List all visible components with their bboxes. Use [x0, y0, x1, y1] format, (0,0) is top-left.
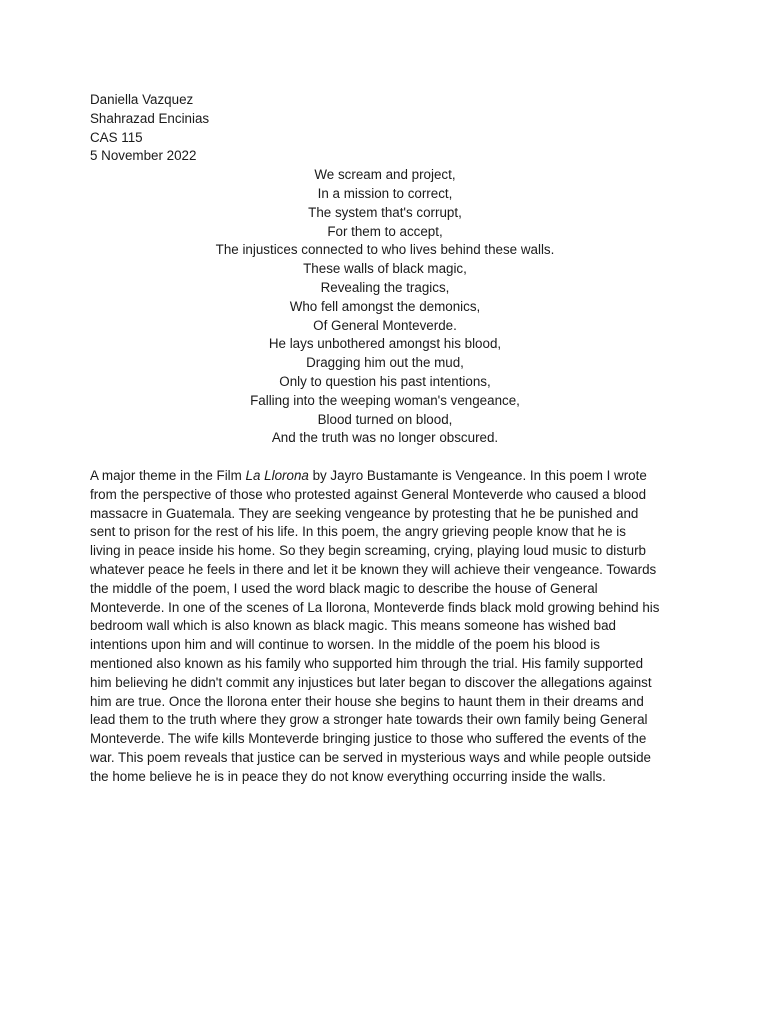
film-title: La Llorona [245, 467, 309, 483]
poem-line: Of General Monteverde. [313, 317, 457, 333]
poem-line: Dragging him out the mud, [306, 355, 464, 371]
essay-line [90, 467, 680, 486]
essay-line: him are true. Once the llorona enter their house she begins to haunt them in their dreams and [90, 693, 644, 709]
poem-line: We scream and project, [314, 167, 456, 183]
essay-line: intentions upon him and will continue to worsen. In the middle of the poem his blood is [90, 637, 600, 653]
essay-line: sent to prison for the rest of his life. In this poem, the angry grieving people know that he is [90, 524, 626, 540]
poem-line: Blood turned on blood, [317, 411, 453, 427]
essay-line: Monteverde. In one of the scenes of La llorona, Monteverde finds black mold growing behind his [90, 599, 660, 615]
poem-line: These walls of black magic, [303, 261, 467, 277]
document-date: 5 November 2022 [90, 148, 197, 164]
document-header [90, 91, 680, 166]
course-name: CAS 115 [90, 129, 143, 145]
poem-line: And the truth was no longer obscured. [271, 430, 499, 446]
author-name: Daniella Vazquez [90, 92, 194, 107]
poem-line: Revealing the tragics, [320, 279, 450, 295]
essay-line: the home believe he is in peace they do not know everything occurring inside the walls. [90, 768, 606, 784]
essay-line: bedroom wall which is also known as black magic. This means someone has wished bad [90, 618, 616, 634]
poem-line: Only to question his past intentions, [279, 373, 491, 389]
instructor-name: Shahrazad Encinias [90, 110, 210, 126]
essay-line: Monteverde. The wife kills Monteverde bringing justice to those who suffered the events of the [90, 731, 647, 747]
essay-line: war. This poem reveals that justice can be served in mysterious ways and while people outside [90, 749, 651, 765]
essay-line: him believing he didn't commit any injustices but later began to discover the allegations against [90, 674, 652, 690]
essay-first-line-start: A major theme in the Film [90, 467, 246, 483]
essay-line: living in peace inside his home. So they begin screaming, crying, playing loud music to disturb [90, 543, 647, 559]
essay-first-line-end: by Jayro Bustamante is Vengeance. In this poem I wrote [308, 467, 647, 483]
essay-line: massacre in Guatemala. They are seeking vengeance by protesting that he be punished and [90, 505, 639, 521]
poem-line: The system that's corrupt, [308, 204, 462, 220]
essay-paragraph [90, 467, 680, 787]
essay-line: mentioned also known as his family who supported him through the trial. His family supported [90, 655, 644, 671]
essay-line: lead them to the truth where they grow a stronger hate towards their own family being General [90, 712, 648, 728]
essay-line: the middle of the poem, I used the word black magic to describe the house of General [90, 580, 598, 596]
document-page [90, 91, 680, 786]
poem-line: Who fell amongst the demonics, [289, 298, 481, 314]
poem-line: The injustices connected to who lives behind these walls. [215, 242, 555, 258]
poem [90, 166, 680, 448]
essay-line: whatever peace he feels in there and let it be known they will achieve their vengeance. Towards [90, 561, 657, 577]
poem-line: Falling into the weeping woman's vengeance, [250, 392, 520, 408]
poem-line: In a mission to correct, [317, 185, 453, 201]
essay-line: from the perspective of those who protested against General Monteverde who caused a blood [90, 486, 647, 502]
poem-line: He lays unbothered amongst his blood, [268, 336, 502, 352]
poem-line: For them to accept, [327, 223, 443, 239]
